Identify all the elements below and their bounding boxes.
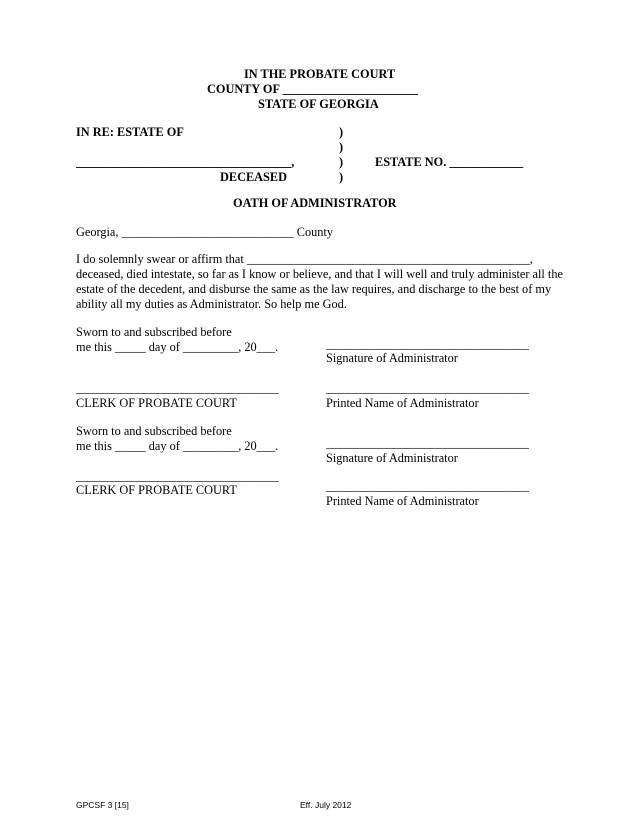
signature-label-1: Signature of Administrator: [326, 351, 458, 365]
caption-paren: ): [339, 170, 344, 184]
sworn-line-2: Sworn to and subscribed before: [76, 424, 232, 438]
clerk-label-1: CLERK OF PROBATE COURT: [76, 396, 237, 410]
printed-name-label-1: Printed Name of Administrator: [326, 396, 479, 410]
clerk-label-2: CLERK OF PROBATE COURT: [76, 483, 237, 497]
caption-paren: ): [339, 140, 344, 154]
date-line-1: me this _____ day of _________, 20___.: [76, 340, 279, 354]
signature-line-2: _________________________________: [326, 436, 529, 450]
signature-label-2: Signature of Administrator: [326, 451, 458, 465]
state-heading: STATE OF GEORGIA: [258, 97, 379, 111]
court-heading: IN THE PROBATE COURT: [244, 67, 396, 81]
document-title: OATH OF ADMINISTRATOR: [233, 196, 397, 210]
clerk-signature-line-1: _________________________________: [76, 381, 279, 395]
estate-number-field: ESTATE NO. ____________: [375, 155, 524, 169]
signature-line-1: _________________________________: [326, 337, 529, 351]
printed-name-label-2: Printed Name of Administrator: [326, 494, 479, 508]
effective-date: Eff. July 2012: [300, 800, 352, 810]
oath-paragraph: I do solemnly swear or affirm that ______________________________________________, deceased, died intestate, so far as I know or believe, and that I will well and truly administer all the estate of the decedent, and disburse the same as the law requires, and discharge to the best of my ability all my duties as Administrator. So help me God.: [76, 252, 563, 311]
caption-paren: ): [339, 125, 344, 139]
caption-paren: ): [339, 155, 344, 169]
date-line-2: me this _____ day of _________, 20___.: [76, 439, 279, 453]
printed-name-line-1: _________________________________: [326, 381, 529, 395]
in-re-label: IN RE: ESTATE OF: [76, 125, 184, 139]
clerk-signature-line-2: _________________________________: [76, 469, 279, 483]
venue-line: Georgia, ____________________________ County: [76, 225, 333, 239]
deceased-label: DECEASED: [220, 170, 287, 184]
county-heading: COUNTY OF ______________________: [207, 82, 418, 96]
sworn-line-1: Sworn to and subscribed before: [76, 325, 232, 339]
estate-name-line: ___________________________________,: [76, 155, 295, 169]
printed-name-line-2: _________________________________: [326, 479, 529, 493]
form-id: GPCSF 3 [15]: [76, 800, 129, 810]
